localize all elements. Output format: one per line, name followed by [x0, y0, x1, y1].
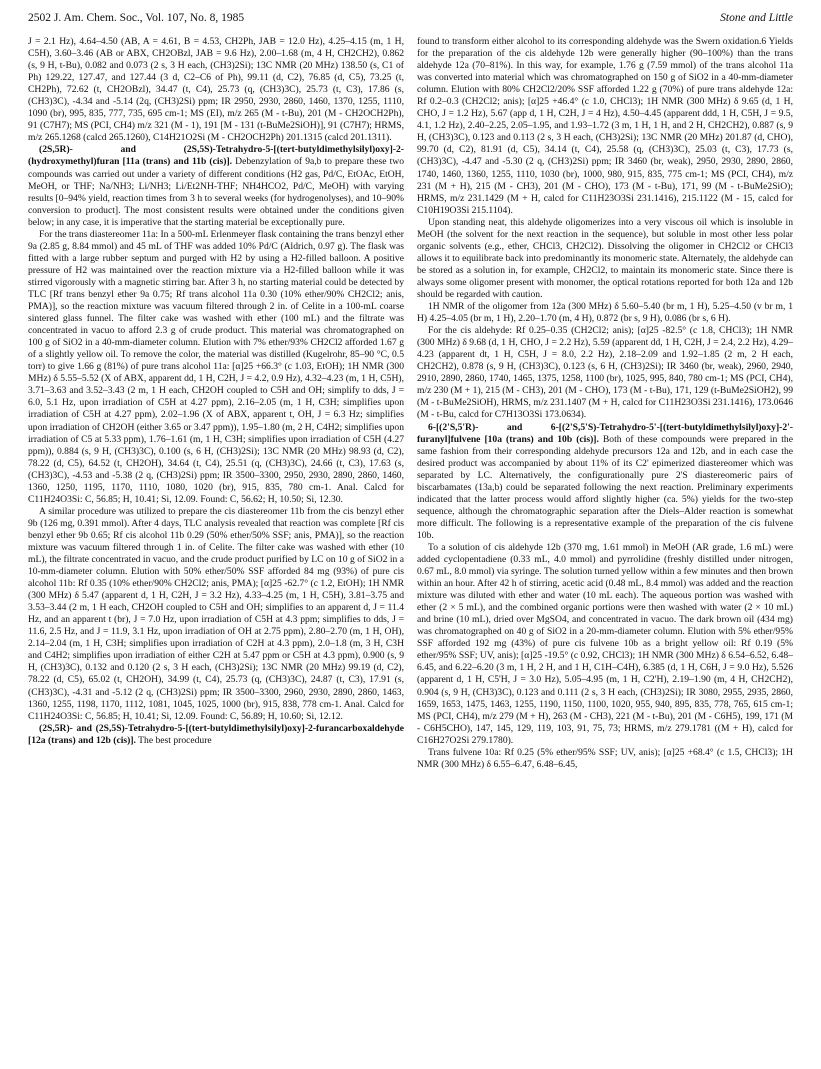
paragraph-text: Debenzylation of 9a,b to prepare these two compounds was carried out under a variety of different conditions (H2 gas, Pd/C, EtOAc, EtOH, MeOH, or THF; Na/NH3; Li/NH3; Li/Et2NH-THF; NH4HCO2, Pd/C, MeOH) with varying results [0–94% yield, reaction times from 3 h to several weeks (for hydrogenolyses), and 10–90% conversion to product]. The most consistent results were obtained under the conditions given below; in any case, it is imperative that the starting material be exceptionally pure.: [28, 156, 404, 228]
body-paragraph: To a solution of cis aldehyde 12b (370 mg, 1.61 mmol) in MeOH (AR grade, 1.6 mL) were added cyclopentadiene (0.33 mL, 4.0 mmol) and pyrrolidine (freshly distilled under nitrogen, 0.67 mL, 8.0 mmol) via syringe. The solution turned yellow within a few minutes and then brown within an hour. After 42 h of stirring, acetic acid (0.48 mL, 8.4 mmol) was added and the reaction mixture was diluted with ether and water (10 mL each). The aqueous portion was washed with ether (2 × 5 mL), and the combined organic portions were then washed with water (2 × 10 mL) and brine (10 mL), dried over MgSO4, and concentrated in vacuo. The dark brown oil (434 mg) was chromatographed on 40 g of SiO2 in a 20-mm-diameter column. Elution with 5% ether/95% SSF afforded 192 mg (43%) of pure cis fulvene 10b as a bright yellow oil: Rf 0.19 (5% ether/95% SSF; UV, anis); [α]25 -19.5° (c 0.92, CHCl3); 1H NMR (300 MHz) δ 6.54–6.52, 6.48–6.45, and 6.22–6.20 (3 m, 1 H, 2 H, and 1 H, C1H–C4H), 6.385 (d, 1 H, C6H, J = 9.0 Hz), 5.526 (apparent d, 1 H, C5'H, J = 3.0 Hz), 5.05–4.95 (m, 1 H, C2'H), 2.19–1.90 (m, 4 H, CH2CH2), 0.904 (s, 9 H, (CH3)3C), 0.123 and 0.111 (2 s, 3 H each, (CH3)2Si); IR 3080, 2955, 2935, 2860, 1659, 1653, 1475, 1463, 1255, 1190, 1150, 1100, 1020, 955, 940, 895, 835, 778, 765, 615 cm-1; MS (PCI, CH4), m/z 279 (M + H), 263 (M - CH3), 221 (M - t-Bu), 201 (M - C6H5), 199, 171 (M - C6H5CHO), 147, 145, 129, 119, 103, 91, 75, 73; HRMS, m/z 279.1781 ((M + H), calcd for C16H27O2Si 279.1780).: [417, 541, 793, 746]
paragraph-text: Both of these compounds were prepared in the same fashion from their corresponding aldehyde precursors 12a and 12b, and in each case the desired product was accompanied by about 11% of its C2' epimerized diastereomer which was separated by LC. Alternatively, the configurationally pure 2'S diastereomeric pairs of biscarbamates (13a,b) could be separated following the next reaction. Preliminary experiments indicated that the latter process would afford slightly higher (ca. 5%) yields for the two-step sequence, although the chromatographic separation after the Diels–Alder reaction is somewhat more difficult. The following is a representative example of the preparation of the cis fulvene 10b.: [417, 433, 793, 541]
section-heading-paragraph: [28, 723, 404, 747]
journal-citation: 2502 J. Am. Chem. Soc., Vol. 107, No. 8, 1985: [28, 12, 245, 24]
compound-heading: (2S,5R)- and (2S,5S)-Tetrahydro-5-[(tert-butyldimethylsilyl)oxy]-2-(hydroxymethyl)furan [11a (trans) and 11b (cis)].: [28, 144, 404, 168]
body-paragraph: For the trans diastereomer 11a: In a 500-mL Erlenmeyer flask containing the trans benzyl ether 9a (2.85 g, 8.84 mmol) and 45 mL of THF was added 10% Pd/C (Aldrich, 0.97 g). The flask was fitted with a large rubber septum and purged with H2 by using a H2-filled balloon. A positive pressure of H2 was maintained over the reaction mixture via a H2-filled balloon while it was stirred vigorously with a magnetic stirring bar. After 3 h, no starting material could be detected by TLC [Rf trans benzyl ether 9a 0.75; Rf trans alcohol 11a 0.30 (10% ether/90% CH2Cl2; anis, PMA)], so the reaction mixture was vacuum filtered through 2 in. of Celite in a 100-mL coarse sintered glass funnel. The filter cake was washed with ether (100 mL) and the filtrate was concentrated in vacuo to afford 2.3 g of crude product. This material was chromatographed on 100 g of SiO2 in a 40-mm-diameter column. Elution with 7% ether/93% CH2Cl2 afforded 1.67 g of a slightly yellow oil. To remove the color, the material was distilled (Kugelrohr, 85–90 °C, 0.5 torr) to give 1.66 g (81%) of pure trans alcohol 11a: [α]25 +66.3° (c 1.03, EtOH); 1H NMR (300 MHz) δ 5.55–5.52 (X of ABX, apparent dd, 1 H, C2H, J = 4.2, 0.9 Hz), 4.32–4.23 (m, 1 H, C5H), 3.71–3.63 and 3.52–3.43 (2 m, 1 H each, CH2OH coupled to C5H and OH; simplify to dds, J = 6.0, 5.1 Hz, upon irradiation of C5H at 4.27 ppm), 2.16–2.05 (m, 1 H, C3H; simplifies upon irradiation of C5H at 4.27 ppm), 2.02–1.96 (X of ABX, apparent t, OH, J = 6.3 Hz; simplifies upon irradiation of CH2OH (either 3.65 or 3.47 ppm)), 1.95–1.80 (m, 2 H, C4H2; simplifies upon irradiation of C5 at 5.33 ppm), 1.76–1.61 (m, 1 H, C3H; simplifies upon irradiation of C5H (4.27 ppm)), 0.884 (s, 9 H, (CH3)3C), 0.100 (s, 6 H, (CH3)2Si); 13C NMR (20 MHz) 98.93 (d, C2), 78.22 (d, C5), 64.52 (t, CH2OH), 34.64 (t, C4), 25.51 (q, (CH3)3C), 24.66 (t, C3), 17.63 (s, (CH3)3C), -4.53 and -5.38 (2 q, (CH3)2Si) ppm; IR 3500–3300, 2950, 2930, 2890, 2860, 1460, 1360, 1250, 1195, 1170, 1110, 1080, 1020 (br), 915, 835, 780 cm-1. Anal. Calcd for C11H24O3Si: C, 56.85; H, 10.41; Si, 12.09. Found: C, 56.62; H, 10.50; Si, 12.30.: [28, 228, 404, 505]
left-column: [28, 36, 404, 1058]
section-heading-paragraph: [28, 144, 404, 228]
section-heading-paragraph: [417, 422, 793, 542]
body-paragraph: J = 2.1 Hz), 4.64–4.50 (AB, A = 4.61, B = 4.53, CH2Ph, JAB = 12.0 Hz), 4.25–4.15 (m, 1 H, C5H), 3.60–3.46 (AB or ABX, CH2OBzl, JAB = 9.6 Hz), 2.00–1.68 (m, 4 H, CH2CH2), 0.862 (s, 9 H, t-Bu), 0.082 and 0.073 (2 s, 3 H each, (CH3)2Si); 13C NMR (20 MHz) 138.50 (s, C1 of Ph) 129.22, 127.47, and 127.44 (3 d, C2–C6 of Ph), 99.11 (d, C2), 76.85 (d, C5), 73.25 (t, CH2Ph), 72.62 (t, CH2OBzl), 34.47 (t, C4), 25.73 (q, (CH3)3C), 25.73 (t, C3), 17.86 (s, (CH3)3C), -4.34 and -5.14 (2q, (CH3)2Si) ppm; IR 2950, 2930, 2860, 1460, 1370, 1255, 1110, 1090 (br), 995, 835, 777, 735, 695 cm-1; MS (EI), m/z 265 (M - t-Bu), 201 (M - CH2OCH2Ph), 91 (C7H7); MS (PCI, CH4) m/z 321 (M - 1), 191 [M - 131 (t-BuMe2SiOH)], 91 (C7H7); HRMS, m/z 265.1268 (calcd 265.1260), C14H21O2Si (M - CH2OCH2Ph) 201.1315 (calcd 201.1311).: [28, 36, 404, 144]
body-paragraph: found to transform either alcohol to its corresponding aldehyde was the Swern oxidation.6 Yields for the preparation of the cis aldehyde 12b were generally higher (90–100%) than the trans aldehyde 12a (70–81%). In this way, for example, 1.76 g (7.59 mmol) of the trans alcohol 11a was converted into material which was chromatographed on 150 g of SiO2 in a 40-mm-diameter column. Elution with 80% CH2Cl2/20% SSF afforded 1.22 g (70%) of pure trans aldehyde 12a: Rf 0.2–0.3 (CH2Cl2; anis); [α]25 +46.4° (c 1.0, CHCl3); 1H NMR (300 MHz) δ 9.65 (d, 1 H, CHO, J = 1.2 Hz), 5.67 (app d, 1 H, C2H, J = 4 Hz), 4.50–4.45 (apparent ddd, 1 H, C5H, J = 9.5, 4.1, 1.2 Hz), 2.40–2.25, 2.05–1.95, and 1.93–1.72 (3 m, 1 H, 1 H, and 2 H, CH2CH2), 0.887 (s, 9 H, (CH3)3C), 0.123 and 0.113 (2 s, 3 H each, (CH3)2Si); 13C NMR (20 MHz) 201.87 (d, CHO), 99.70 (d, C2), 81.91 (d, C5), 34.14 (t, C4), 25.58 (q, (CH3)3C), 25.03 (t, C3), 17.73 (s, (CH3)3C), -4.47 and -5.30 (2 q, (CH3)2Si) ppm; IR 3460 (br, weak), 2950, 2930, 2890, 2860, 1740, 1460, 1360, 1255, 1110, 1030 (br), 1000, 980, 915, 835, 775 cm-1; MS (PCI, CH4), m/z 231 (M + H), 215 (M - CH3), 201 (M - CHO), 173 (M - t-Bu), 171, 99 (M - t-BuMe2SiO); HRMS, m/z 231.1429 (M + H, calcd for C11H23O3Si 231.1416), 215.1122 (M - 15, calcd for C10H19O3Si 215.1104).: [417, 36, 793, 216]
body-paragraph: 1H NMR of the oligomer from 12a (300 MHz) δ 5.60–5.40 (br m, 1 H), 5.25–4.50 (v br m, 1 H) 4.25–4.05 (br m, 1 H), 2.20–1.70 (m, 4 H), 0.872 (br s, 9 H), 0.086 (br s, 6 H).: [417, 301, 793, 325]
compound-heading: 6-[(2'S,5'R)- and 6-[(2'S,5'S)-Tetrahydro-5'-[(tert-butyldimethylsilyl)oxy]-2'-furanyl]fulvene [10a (trans) and 10b (cis)].: [417, 421, 793, 445]
paragraph-text: The best procedure: [135, 734, 212, 746]
running-authors: Stone and Little: [720, 12, 793, 24]
compound-heading: (2S,5R)- and (2S,5S)-Tetrahydro-5-[(tert-butyldimethylsilyl)oxy]-2-furancarboxaldehyde [12a (trans) and 12b (cis)].: [28, 722, 404, 746]
body-paragraph: Trans fulvene 10a: Rf 0.25 (5% ether/95% SSF; UV, anis); [α]25 +68.4° (c 1.5, CHCl3); 1H NMR (300 MHz) δ 6.55–6.47, 6.48–6.45,: [417, 746, 793, 770]
body-paragraph: A similar procedure was utilized to prepare the cis diastereomer 11b from the cis benzyl ether 9b (126 mg, 0.391 mmol). After 4 days, TLC analysis revealed that reaction was complete [Rf cis benzyl ether 9b 0.65; Rf cis alcohol 11b 0.29 (50% ether/50% SSF; anis, PMA)], so the reaction mixture was vacuum filtered through 1 in. of Celite. The filter cake was washed with ether (10 mL), the filtrate concentrated in vacuo, and the crude product purified by LC on 10 g of SiO2 in a 10-mm-diameter column. Elution with 50% ether/50% SSF afforded 84 mg (93%) of pure cis alcohol 11b: Rf 0.35 (10% ether/90% CH2Cl2; anis, PMA); [α]25 -62.7° (c 1.2, EtOH); 1H NMR (300 MHz) δ 5.47 (apparent d, 1 H, C2H, J = 3.2 Hz), 4.33–4.25 (m, 1 H, C5H), 3.81–3.75 and 3.53–3.44 (2 m, 1 H each, CH2OH coupled to C5H and OH; simplifies to an apparent d, J = 11.4 Hz, and an apparent t (br), J = 7.0 Hz, upon irradiation of C5H at 4.3 ppm; simplifies to dds, J = 11.6, 2.5 Hz, and J = 11.9, 3.1 Hz, upon irradiation of OH at 2.75 ppm), 2.80–2.70 (m, 1 H, OH), 2.14–2.04 (m, 1 H, C3H; simplifies upon irradiation of C2H at 4.3 ppm), 2.0–1.8 (m, 3 H, C3H and C4H2; simplifies upon irradiation of either C2H at 5.47 ppm or C5H at 4.3 ppm), 0.900 (s, 9 H, (CH3)3C), 0.132 and 0.120 (2 s, 3 H each, (CH3)2Si); 13C NMR (20 MHz) 99.19 (d, C2), 78.22 (d, C5), 65.02 (t, CH2OH), 34.99 (t, C4), 25.73 (q, (CH3)3C), 24.87 (t, C3), 17.91 (s, (CH3)3C), -4.31 and -5.12 (2 q, (CH3)2Si) ppm; IR 3500–3300, 2960, 2930, 2890, 2860, 1463, 1360, 1255, 1198, 1170, 1112, 1081, 1045, 1025, 1000 (br), 915, 838, 778 cm-1. Anal. Calcd for C11H24O3Si: C, 56.85; H, 10.41; Si, 12.09. Found: C, 56.89; H, 10.60; Si, 12.12.: [28, 505, 404, 722]
body-paragraph: Upon standing neat, this aldehyde oligomerizes into a very viscous oil which is insoluble in MeOH (the solvent for the next reaction in the sequence), but soluble in most other less polar organic solvents (e.g., ether, CHCl3, CH2Cl2). Dissolving the oligomer in CH2Cl2 or CHCl3 allows it to equilibrate back into predominantly its monomeric state. Alternately, the aldehyde can be stored as a solution in, for example, CH2Cl2, to maintain its monomeric state. Since there is always some oligomer present with monomer, the optical rotations reported for both 12a and 12b should be regarded with caution.: [417, 216, 793, 300]
right-column: [417, 36, 793, 1058]
body-paragraph: For the cis aldehyde: Rf 0.25–0.35 (CH2Cl2; anis); [α]25 -82.5° (c 1.8, CHCl3); 1H NMR (300 MHz) δ 9.68 (d, 1 H, CHO, J = 2.2 Hz), 5.59 (apparent dd, 1 H, C2H, J = 2.4, 2.2 Hz), 4.29–4.23 (apparent dt, 1 H, C5H, J = 8.0, 2.2 Hz), 2.18–2.09 and 1.92–1.85 (2 m, 2 H each, CH2CH2), 0.878 (s, 9 H, (CH3)3C), 0.123 (s, 6 H, (CH3)2Si); IR 3460 (br, weak), 2960, 2940, 2910, 2890, 2860, 1740, 1465, 1375, 1258, 1100 (br), 1025, 995, 840, 780 cm-1; MS (PCI, CH4), m/z 230 (M + 1), 215 (M - CH3), 201 (M - CHO), 173 (M - t-Bu), 171, 129 (t-BuMe2SiOH2), 99 (M - t-BuMe2SiOH), HRMS, m/z 231.1407 (M + H, calcd for C11H23O3Si 231.1416), 173.0646 (M - t-Bu, calcd for C7H13O3Si 173.0634).: [417, 325, 793, 421]
running-header: [28, 10, 793, 26]
